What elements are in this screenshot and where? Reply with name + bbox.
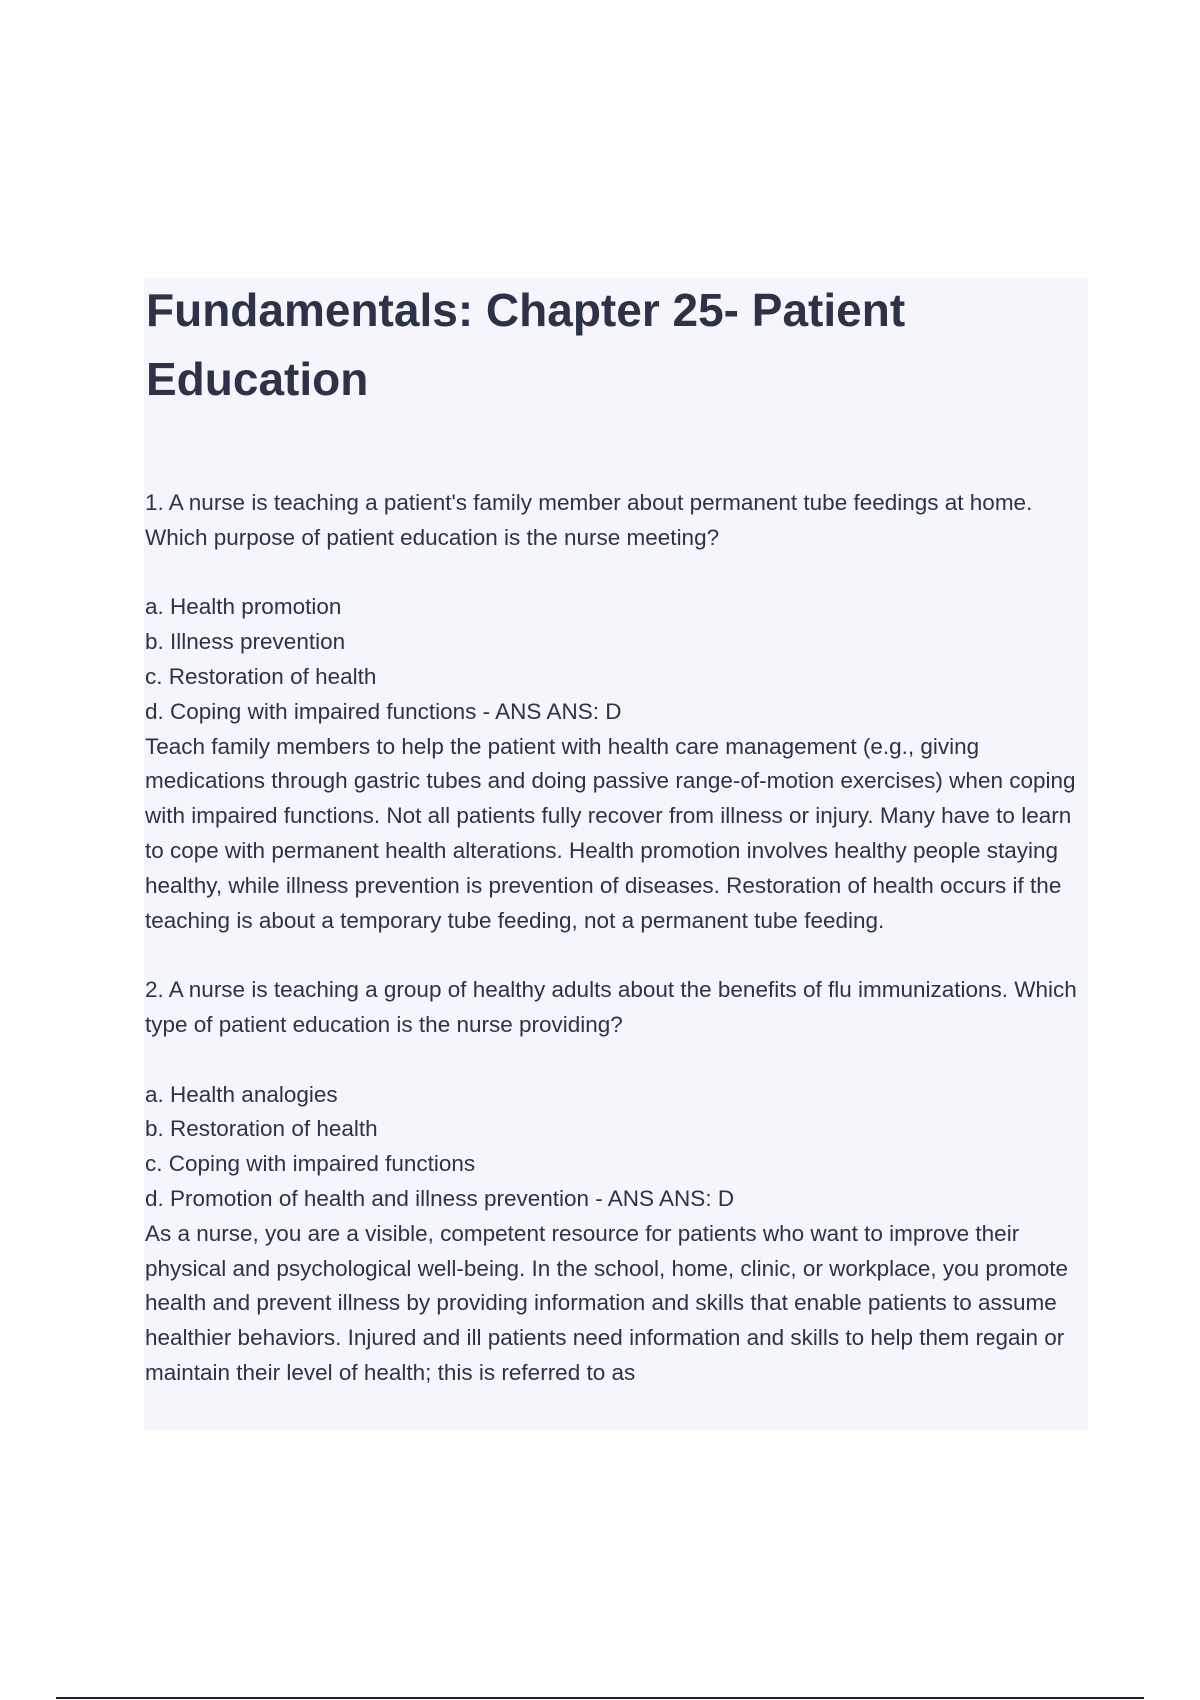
answer-option: d. Coping with impaired functions - ANS ANS: D bbox=[145, 698, 622, 724]
answer-option: a. Health promotion bbox=[145, 594, 342, 620]
answer-rationale: Teach family members to help the patient with health care management (e.g., giving medications through gastric tubes and doing passive range-of-motion exercises) when coping with impaired functions. Not all patients fully recover from illness or injury. Many have to learn to cope with permanent health alterations. Health promotion involves healthy people staying healthy, while illness prevention is prevention of diseases. Restoration of health occurs if the teaching is about a temporary tube feeding, not a permanent tube feeding. bbox=[145, 733, 1076, 933]
answer-option: d. Promotion of health and illness prevention - ANS ANS: D bbox=[145, 1185, 735, 1211]
question-stem: 2. A nurse is teaching a group of healthy adults about the benefits of flu immunizations. Which type of patient education is the nurse providing? bbox=[145, 977, 1077, 1037]
question-stem: 1. A nurse is teaching a patient's family member about permanent tube feedings at home. Which purpose of patient education is the nurse meeting? bbox=[145, 490, 1033, 550]
answer-options bbox=[145, 1078, 1095, 1217]
answer-option: b. Restoration of health bbox=[145, 1116, 378, 1142]
answer-options bbox=[145, 590, 1095, 729]
document-body bbox=[145, 486, 1095, 1426]
answer-option: c. Restoration of health bbox=[145, 663, 377, 689]
answer-option: c. Coping with impaired functions bbox=[145, 1151, 476, 1177]
answer-option: a. Health analogies bbox=[145, 1081, 338, 1107]
answer-rationale: As a nurse, you are a visible, competent resource for patients who want to improve their physical and psychological well-being. In the school, home, clinic, or workplace, you promote health and prevent illness by providing information and skills that enable patients to assume healthier behaviors. Injured and ill patients need information and skills to help them regain or maintain their level of health; this is referred to as bbox=[145, 1220, 1068, 1385]
question-block bbox=[145, 486, 1095, 938]
question-block bbox=[145, 973, 1095, 1391]
page-title: Fundamentals: Chapter 25- Patient Education bbox=[146, 284, 906, 405]
footer-divider bbox=[56, 1697, 1144, 1699]
answer-option: b. Illness prevention bbox=[145, 629, 346, 655]
